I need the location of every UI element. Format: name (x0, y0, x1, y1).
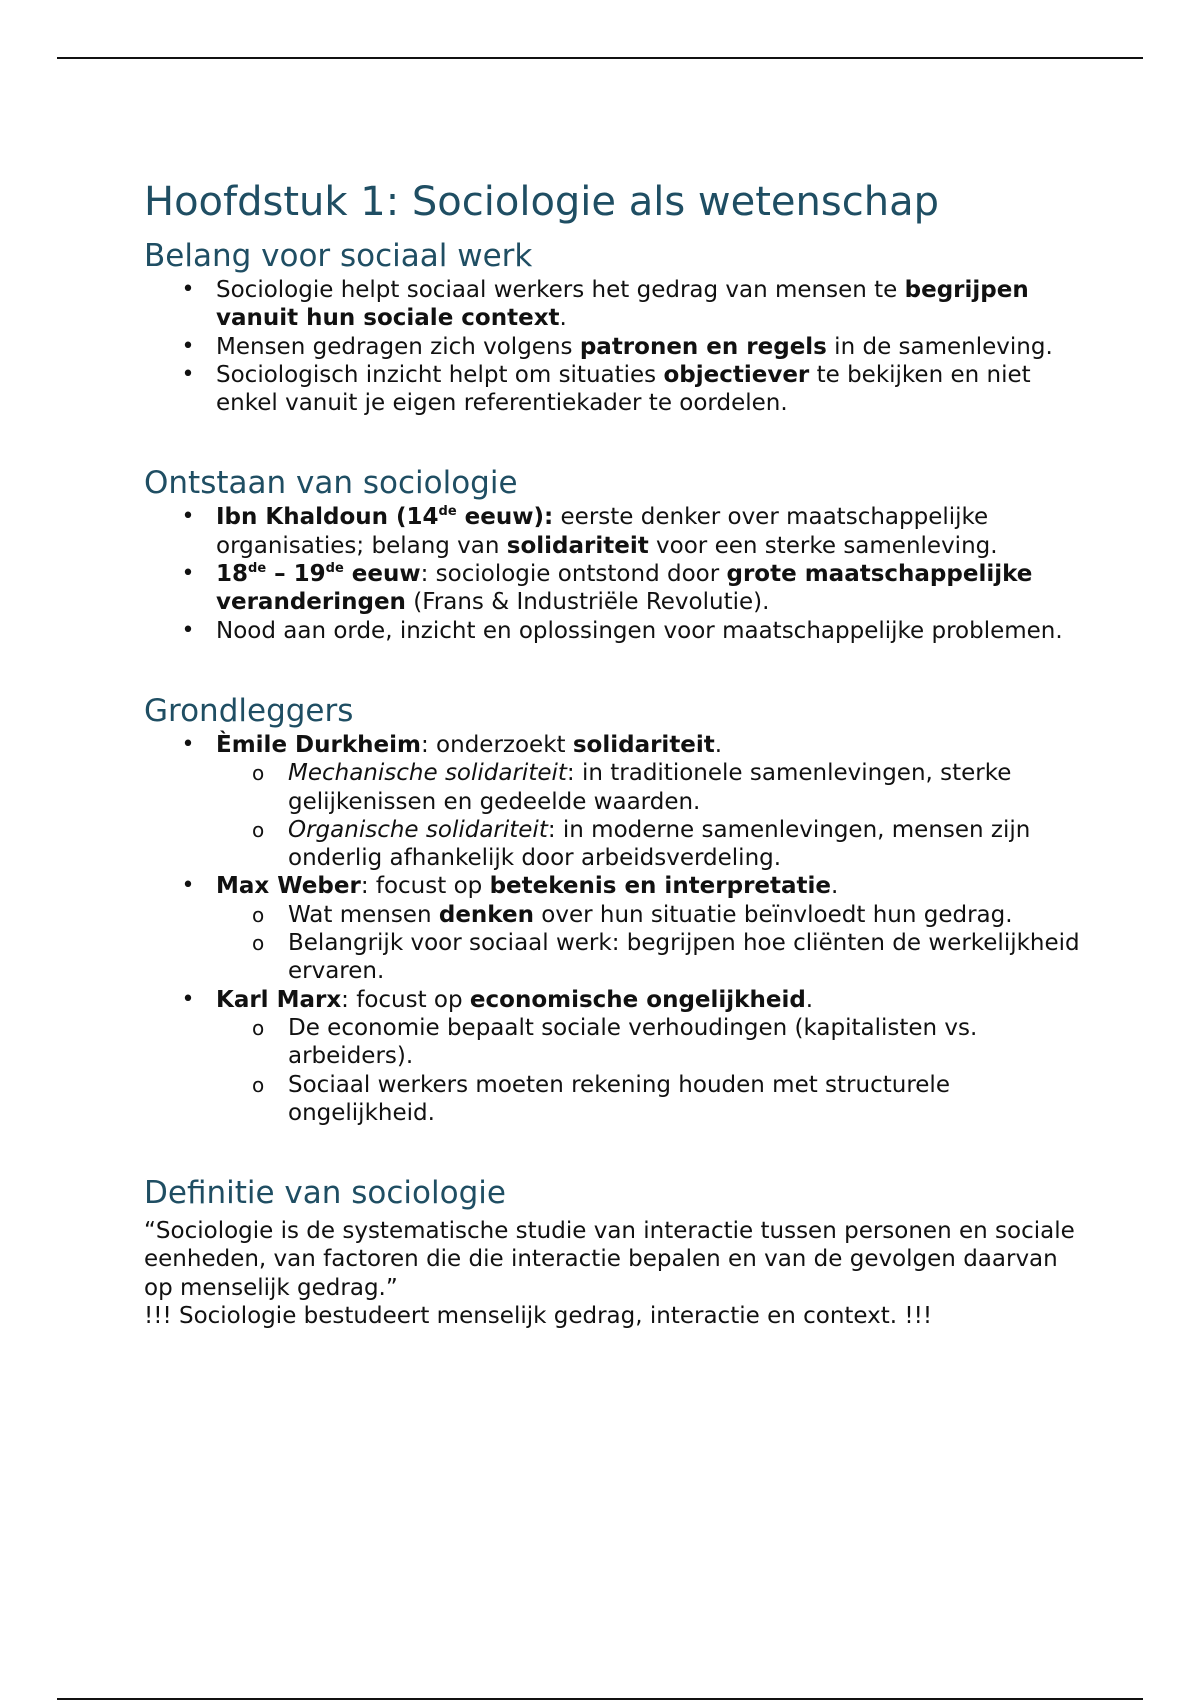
list-item: • Ibn Khaldoun (14de eeuw): eerste denker over maatschappelijke organisaties; belang van solidariteit voor een sterke samenleving. (144, 503, 1084, 560)
circle-bullet-icon: o (252, 1072, 265, 1097)
section-heading-ontstaan: Ontstaan van sociologie (144, 465, 518, 502)
bullet-icon: • (181, 333, 195, 359)
page-title: Hoofdstuk 1: Sociologie als wetenschap (144, 179, 939, 225)
definition-quote: “Sociologie is de systematische studie van interactie tussen personen en sociale eenheden, van factoren die die interactie bepalen en van de gevolgen daarvan op menselijk gedrag.” (144, 1218, 1075, 1301)
sub-list-item: o Mechanische solidariteit: in traditionele samenlevingen, sterke gelijkenissen en gedeelde waarden. (252, 760, 1012, 815)
bullet-icon: • (181, 561, 195, 587)
sub-list-item: o De economie bepaalt sociale verhoudingen (kapitalisten vs. arbeiders). (252, 1014, 978, 1070)
bullet-icon: • (181, 873, 195, 899)
header-rule (57, 57, 1143, 59)
bullet-icon: • (181, 504, 195, 530)
bullet-icon: • (181, 986, 195, 1012)
key-note: !!! Sociologie bestudeert menselijk gedrag, interactie en context. !!! (144, 1303, 933, 1330)
sub-list-durkheim (216, 759, 1084, 872)
bullet-list-ontstaan (144, 503, 1084, 644)
section-heading-definitie: Definitie van sociologie (144, 1175, 506, 1212)
circle-bullet-icon: o (252, 817, 265, 842)
list-item: • Sociologisch inzicht helpt om situaties objectiever te bekijken en niet enkel vanuit je eigen referentiekader te oordelen. (144, 361, 1084, 418)
sub-list-item: o Sociaal werkers moeten rekening houden met structurele ongelijkheid. (252, 1071, 950, 1126)
circle-bullet-icon: o (252, 761, 265, 786)
list-item-weber: • Max Weber: focust op betekenis en interpretatie. o Wat mensen denken over hun situatie beïnvloedt hun gedrag. o Belangrijk voor sociaal werk: begrijpen hoe cliënten de werkelijkheid ervaren. (144, 872, 1084, 985)
bullet-icon: • (181, 617, 195, 643)
sub-list-weber (216, 901, 1084, 986)
bullet-icon: • (181, 277, 195, 302)
circle-bullet-icon: o (252, 931, 265, 956)
sub-list-marx (216, 1014, 1084, 1127)
list-item: • Sociologie helpt sociaal werkers het gedrag van mensen te begrijpen vanuit hun sociale context. (144, 276, 1084, 333)
list-item: • Nood aan orde, inzicht en oplossingen voor maatschappelijke problemen. (144, 617, 1084, 645)
list-item: • Mensen gedragen zich volgens patronen en regels in de samenleving. (144, 333, 1084, 361)
list-item-durkheim: • Èmile Durkheim: onderzoekt solidariteit. o Mechanische solidariteit: in traditionele samenlevingen, sterke gelijkenissen en gedeelde waarden. o Organische solidariteit: in moderne samenlevingen, mensen zijn onderlig afhankelijk door arbeidsverdeling. (144, 731, 1084, 872)
bullet-list-grondleggers (144, 731, 1084, 1127)
section-belang (144, 236, 1084, 417)
circle-bullet-icon: o (252, 902, 265, 927)
sub-list-item: o Belangrijk voor sociaal werk: begrijpen hoe cliënten de werkelijkheid ervaren. (252, 930, 1080, 985)
bullet-list-belang (144, 276, 1084, 417)
section-heading-grondleggers: Grondleggers (144, 692, 354, 729)
list-item-marx: • Karl Marx: focust op economische ongelijkheid. o De economie bepaalt sociale verhoudingen (kapitalisten vs. arbeiders). o Sociaal werkers moeten rekening houden met structurele ongelijkheid. (144, 986, 1084, 1127)
section-grondleggers (144, 691, 1084, 1127)
section-ontstaan (144, 463, 1084, 644)
bullet-icon: • (181, 731, 195, 757)
section-definitie (144, 1173, 1084, 1330)
circle-bullet-icon: o (252, 1015, 265, 1040)
sub-list-item: o Organische solidariteit: in moderne samenlevingen, mensen zijn onderlig afhankelijk door arbeidsverdeling. (252, 816, 1031, 872)
document-body (144, 176, 1084, 1330)
section-heading-belang: Belang voor sociaal werk (144, 238, 533, 274)
list-item: • 18de – 19de eeuw: sociologie ontstond door grote maatschappelijke veranderingen (Frans & Industriële Revolutie). (144, 560, 1084, 617)
sub-list-item: o Wat mensen denken over hun situatie beïnvloedt hun gedrag. (252, 901, 1013, 928)
bullet-icon: • (181, 361, 195, 387)
